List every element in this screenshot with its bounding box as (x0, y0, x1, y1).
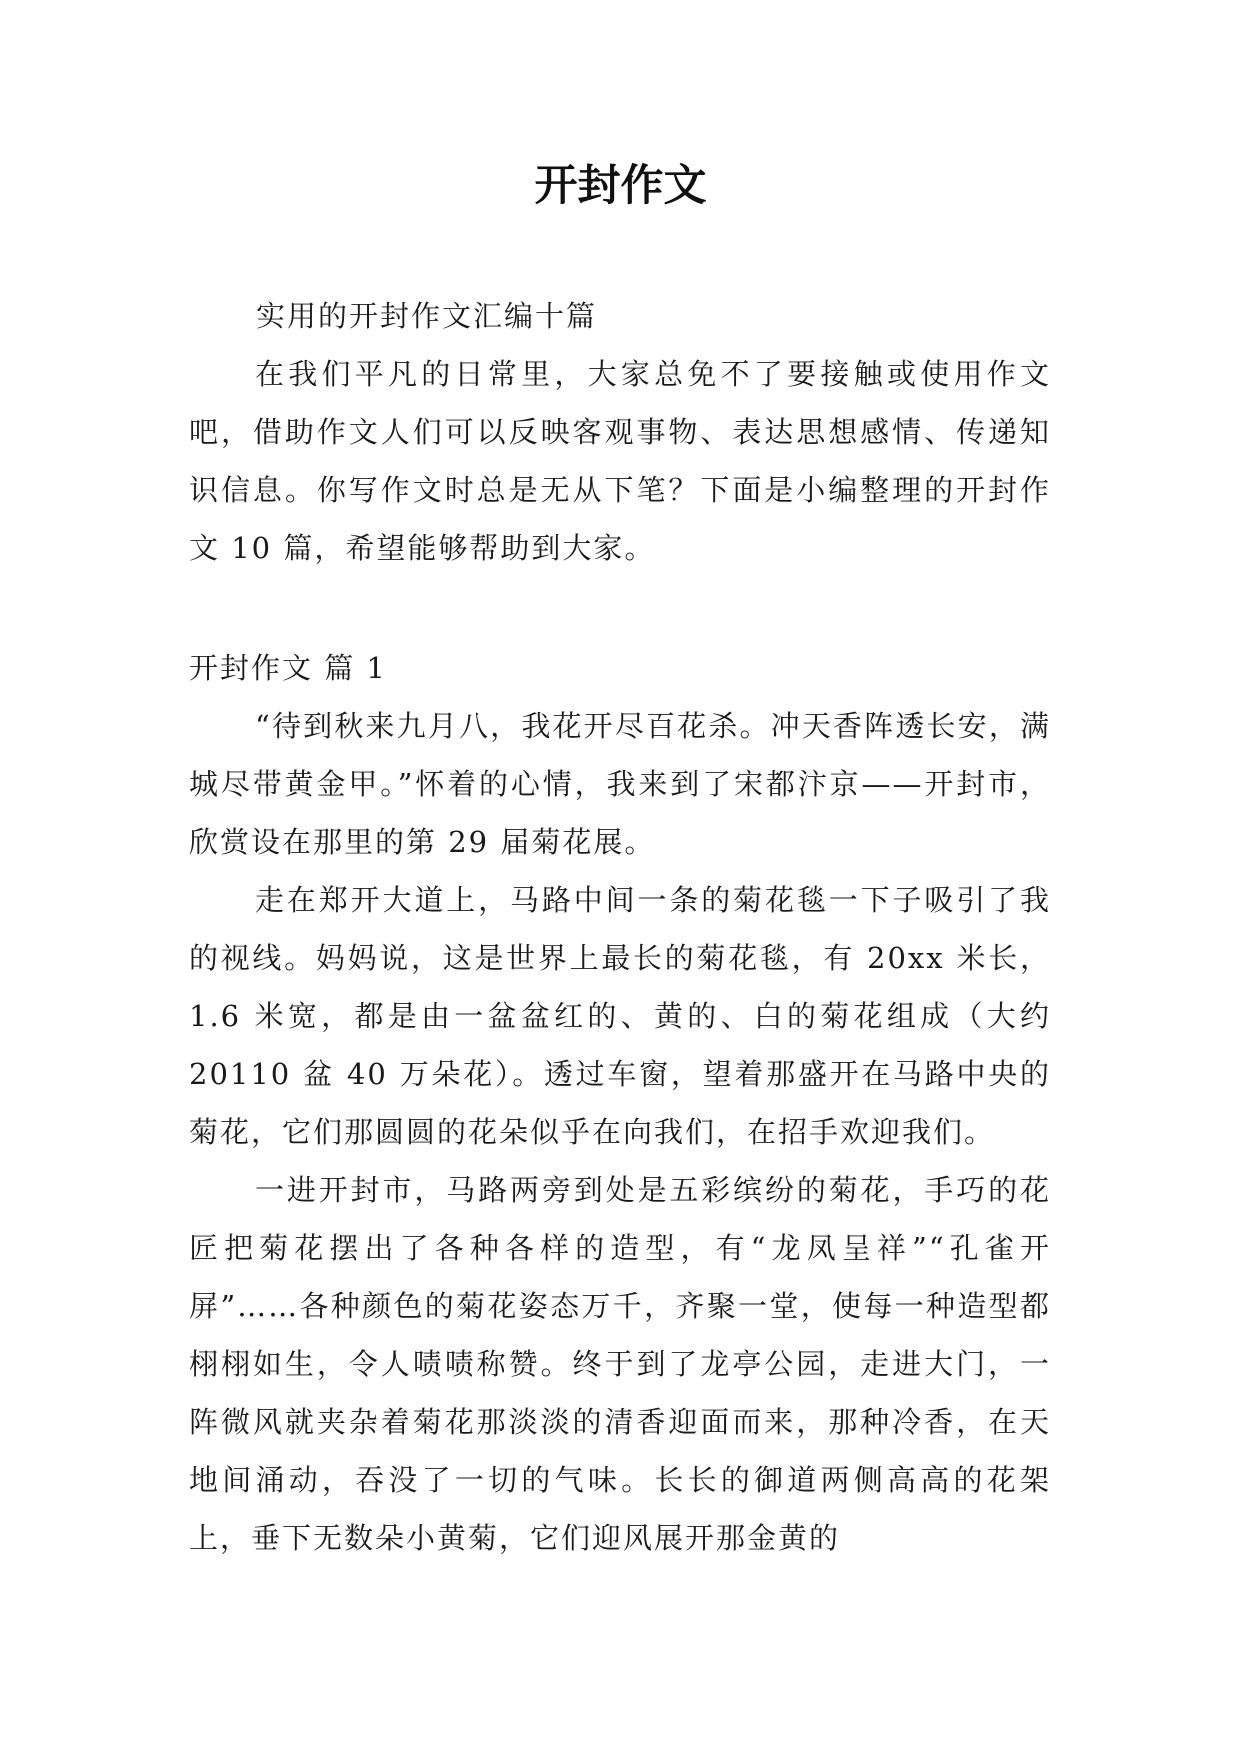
intro-paragraph: 在我们平凡的日常里，大家总免不了要接触或使用作文吧，借助作文人们可以反映客观事物、表达思想感情、传递知识信息。你写作文时总是无从下笔？下面是小编整理的开封作文 10 篇，希望能够帮助到大家。 (189, 357, 1051, 565)
intro-block (189, 345, 1051, 577)
section-body (189, 697, 1051, 1567)
document-title: 开封作文 (534, 161, 707, 211)
section-heading: 开封作文 篇 1 (189, 651, 387, 685)
body-paragraph: 走在郑开大道上，马路中间一条的菊花毯一下子吸引了我的视线。妈妈说，这是世界上最长的菊花毯，有 20xx 米长，1.6 米宽，都是由一盆盆红的、黄的、白的菊花组成（大约 20110 盆 40 万朵花）。透过车窗，望着那盛开在马路中央的菊花，它们那圆圆的花朵似乎在向我们，在招手欢迎我们。 (189, 883, 1051, 1149)
body-paragraph: 一进开封市，马路两旁到处是五彩缤纷的菊花，手巧的花匠把菊花摆出了各种各样的造型，有“龙凤呈祥”“孔雀开屏”……各种颜色的菊花姿态万千，齐聚一堂，使每一种造型都栩栩如生，令人啧啧称赞。终于到了龙亭公园，走进大门，一阵微风就夹杂着菊花那淡淡的清香迎面而来，那种冷香，在天地间涌动，吞没了一切的气味。长长的御道两侧高高的花架上，垂下无数朵小黄菊，它们迎风展开那金黄的 (189, 1173, 1051, 1555)
body-paragraph: “待到秋来九月八，我花开尽百花杀。冲天香阵透长安，满城尽带黄金甲。”怀着的心情，我来到了宋都汴京——开封市，欣赏设在那里的第 29 届菊花展。 (189, 709, 1051, 859)
document-subtitle: 实用的开封作文汇编十篇 (256, 299, 598, 333)
